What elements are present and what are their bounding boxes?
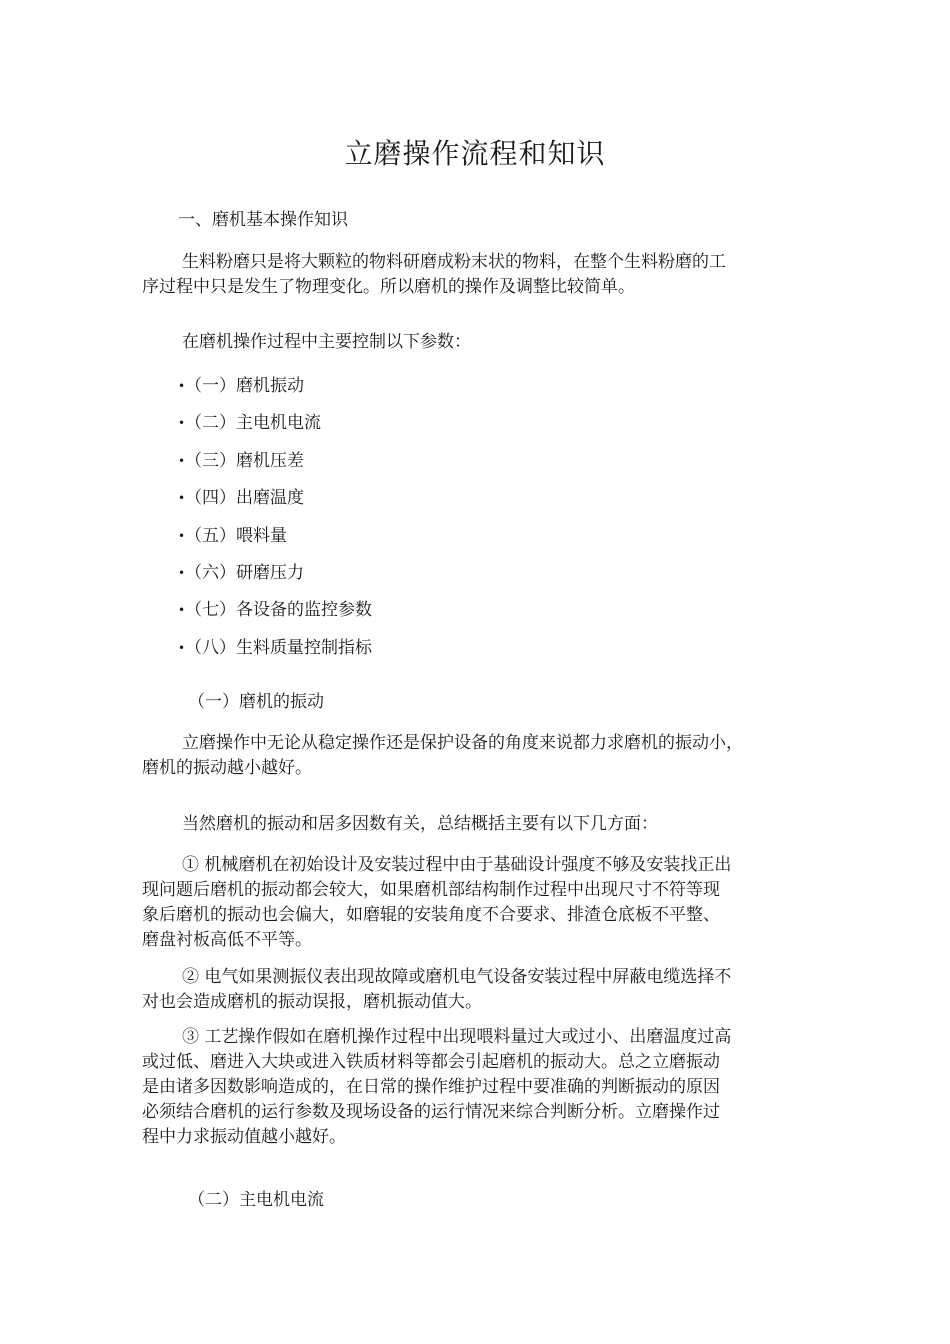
param-list-item [178,486,304,511]
paragraph-line: ③ 工艺操作假如在磨机操作过程中出现喂料量过大或过小、出磨温度过高 [182,1027,732,1047]
paragraph-line: 对也会造成磨机的振动误报，磨机振动值大。 [142,992,482,1012]
vibration-factors-intro: 当然磨机的振动和居多因数有关，总结概括主要有以下几方面： [182,814,658,834]
param-list-item [178,561,304,586]
param-label: （六）研磨压力 [185,563,304,583]
param-list-item [178,374,304,399]
param-list-item [178,411,321,436]
param-list-item [178,524,287,549]
param-label: （八）生料质量控制指标 [185,638,372,658]
intro-paragraph [142,250,810,300]
params-intro: 在磨机操作过程中主要控制以下参数： [182,332,471,352]
factor-process-paragraph [142,1025,810,1150]
paragraph-line: 或过低、磨进入大块或进入铁质材料等都会引起磨机的振动大。总之立磨振动 [142,1052,720,1072]
paragraph-line: 必须结合磨机的运行参数及现场设备的运行情况来综合判断分析。立磨操作过 [142,1102,720,1122]
param-label: （一）磨机振动 [185,376,304,396]
bullet-icon: • [178,491,186,505]
bullet-icon: • [178,454,186,468]
bullet-icon: • [178,641,186,655]
param-list-item [178,598,372,623]
param-label: （七）各设备的监控参数 [185,600,372,620]
document-title: 立磨操作流程和知识 [344,137,606,170]
param-label: （五）喂料量 [185,526,287,546]
paragraph-line: 是由诸多因数影响造成的，在日常的操作维护过程中要准确的判断振动的原因 [142,1077,720,1097]
section-heading-basic-knowledge: 一、磨机基本操作知识 [178,210,348,230]
paragraph-line: ② 电气如果测振仪表出现故障或磨机电气设备安装过程中屏蔽电缆选择不 [182,967,732,987]
bullet-icon: • [178,529,186,543]
vibration-paragraph [142,731,810,781]
param-label: （三）磨机压差 [185,451,304,471]
bullet-icon: • [178,566,186,580]
bullet-icon: • [178,416,186,430]
param-label: （四）出磨温度 [185,488,304,508]
paragraph-line: ① 机械磨机在初始设计及安装过程中由于基础设计强度不够及安装找正出 [182,855,732,875]
subsection-heading-motor-current: （二）主电机电流 [188,1190,324,1210]
paragraph-line: 磨机的振动越小越好。 [142,758,312,778]
subsection-heading-vibration: （一）磨机的振动 [188,692,324,712]
bullet-icon: • [178,379,186,393]
factor-mechanical-paragraph [142,853,810,953]
paragraph-line: 生料粉磨只是将大颗粒的物料研磨成粉末状的物料，在整个生料粉磨的工 [182,252,726,272]
param-list-item [178,636,372,661]
paragraph-line: 现问题后磨机的振动都会较大，如果磨机部结构制作过程中出现尺寸不符等现 [142,880,720,900]
paragraph-line: 磨盘衬板高低不平等。 [142,930,312,950]
param-list-item [178,449,304,474]
paragraph-line: 象后磨机的振动也会偏大，如磨辊的安装角度不合要求、排渣仓底板不平整、 [142,905,720,925]
paragraph-line: 序过程中只是发生了物理变化。所以磨机的操作及调整比较简单。 [142,277,635,297]
paragraph-line: 立磨操作中无论从稳定操作还是保护设备的角度来说都力求磨机的振动小， [182,733,743,753]
paragraph-line: 程中力求振动值越小越好。 [142,1127,346,1147]
param-label: （二）主电机电流 [185,413,321,433]
factor-electrical-paragraph [142,965,810,1015]
bullet-icon: • [178,603,186,617]
